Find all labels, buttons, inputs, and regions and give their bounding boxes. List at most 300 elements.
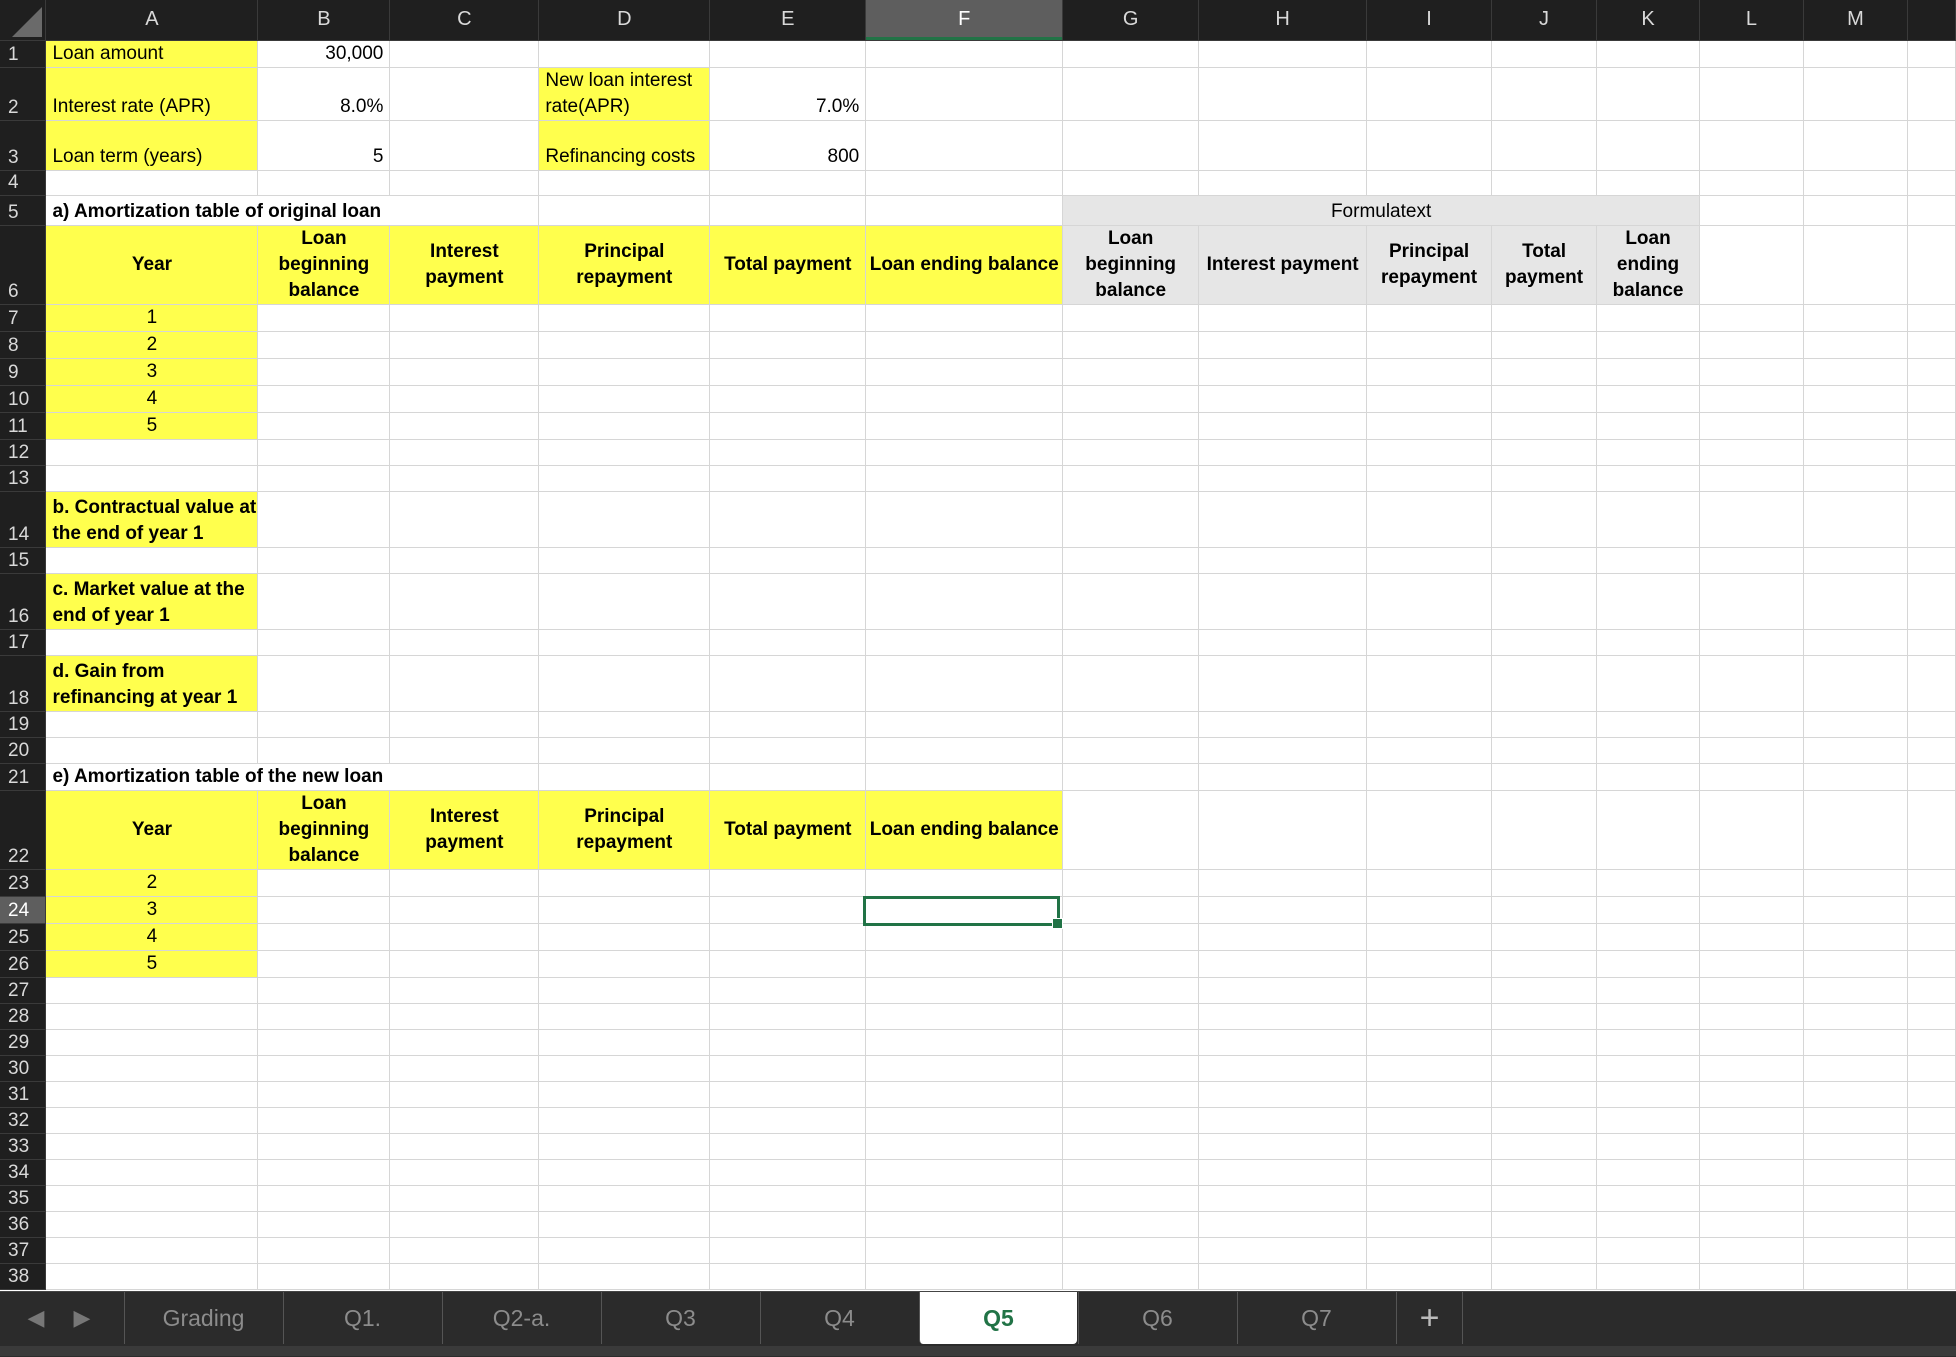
cell-l28[interactable] (1700, 1003, 1804, 1029)
cell-_22[interactable] (1907, 790, 1955, 869)
cell-h15[interactable] (1199, 547, 1367, 573)
cell-a1[interactable]: Loan amount (46, 40, 258, 67)
cell-k35[interactable] (1597, 1185, 1700, 1211)
cell-l31[interactable] (1700, 1081, 1804, 1107)
cell-e23[interactable] (710, 869, 866, 896)
cell-k28[interactable] (1597, 1003, 1700, 1029)
cell-a7[interactable]: 1 (46, 304, 258, 331)
cell-f38[interactable] (866, 1263, 1063, 1289)
cell-h28[interactable] (1199, 1003, 1367, 1029)
cell-e32[interactable] (710, 1107, 866, 1133)
cell-h30[interactable] (1199, 1055, 1367, 1081)
cell-b26[interactable] (258, 950, 390, 977)
cell-c36[interactable] (390, 1211, 539, 1237)
cell-d7[interactable] (539, 304, 710, 331)
cell-g10[interactable] (1063, 385, 1199, 412)
cell-m37[interactable] (1803, 1237, 1907, 1263)
cell-i6[interactable]: Principal repayment (1367, 225, 1492, 304)
cell-g34[interactable] (1063, 1159, 1199, 1185)
cell-k34[interactable] (1597, 1159, 1700, 1185)
cell-h11[interactable] (1199, 412, 1367, 439)
cell-m7[interactable] (1803, 304, 1907, 331)
cell-_37[interactable] (1907, 1237, 1955, 1263)
cell-g23[interactable] (1063, 869, 1199, 896)
row-header-24[interactable]: 24 (0, 896, 46, 923)
cell-d3[interactable]: Refinancing costs (539, 120, 710, 170)
cell-g5[interactable]: Formulatext (1063, 195, 1700, 225)
cell-j37[interactable] (1492, 1237, 1597, 1263)
row-header-5[interactable]: 5 (0, 195, 46, 225)
cell-g35[interactable] (1063, 1185, 1199, 1211)
row-header-10[interactable]: 10 (0, 385, 46, 412)
cell-d20[interactable] (539, 737, 710, 763)
cell-_31[interactable] (1907, 1081, 1955, 1107)
row-header-30[interactable]: 30 (0, 1055, 46, 1081)
row-header-12[interactable]: 12 (0, 439, 46, 465)
cell-k23[interactable] (1597, 869, 1700, 896)
cell-l16[interactable] (1700, 573, 1804, 629)
cell-i10[interactable] (1367, 385, 1492, 412)
cell-c2[interactable] (390, 67, 539, 120)
cell-g31[interactable] (1063, 1081, 1199, 1107)
cell-c13[interactable] (390, 465, 539, 491)
cell-a38[interactable] (46, 1263, 258, 1289)
cell-h29[interactable] (1199, 1029, 1367, 1055)
cell-j20[interactable] (1492, 737, 1597, 763)
column-header-f[interactable]: F (866, 0, 1063, 40)
cell-h24[interactable] (1199, 896, 1367, 923)
cell-k8[interactable] (1597, 331, 1700, 358)
cell-j12[interactable] (1492, 439, 1597, 465)
sheet-tab-q5[interactable]: Q5 (919, 1292, 1077, 1344)
cell-d13[interactable] (539, 465, 710, 491)
cell-_35[interactable] (1907, 1185, 1955, 1211)
cell-c22[interactable]: Interest payment (390, 790, 539, 869)
cell-g28[interactable] (1063, 1003, 1199, 1029)
cell-e26[interactable] (710, 950, 866, 977)
cell-e21[interactable] (710, 763, 866, 790)
cell-j24[interactable] (1492, 896, 1597, 923)
cell-a32[interactable] (46, 1107, 258, 1133)
cell-f10[interactable] (866, 385, 1063, 412)
cell-k22[interactable] (1597, 790, 1700, 869)
cell-c29[interactable] (390, 1029, 539, 1055)
cell-a36[interactable] (46, 1211, 258, 1237)
cell-d28[interactable] (539, 1003, 710, 1029)
cell-e27[interactable] (710, 977, 866, 1003)
cell-d8[interactable] (539, 331, 710, 358)
cell-a10[interactable]: 4 (46, 385, 258, 412)
cell-j10[interactable] (1492, 385, 1597, 412)
cell-f31[interactable] (866, 1081, 1063, 1107)
cell-i17[interactable] (1367, 629, 1492, 655)
cell-f20[interactable] (866, 737, 1063, 763)
cell-f4[interactable] (866, 170, 1063, 195)
cell-a37[interactable] (46, 1237, 258, 1263)
cell-k21[interactable] (1597, 763, 1700, 790)
cell-m13[interactable] (1803, 465, 1907, 491)
cell-i26[interactable] (1367, 950, 1492, 977)
cell-k7[interactable] (1597, 304, 1700, 331)
cell-f36[interactable] (866, 1211, 1063, 1237)
cell-e1[interactable] (710, 40, 866, 67)
cell-j21[interactable] (1492, 763, 1597, 790)
cell-j35[interactable] (1492, 1185, 1597, 1211)
cell-e14[interactable] (710, 491, 866, 547)
cell-m23[interactable] (1803, 869, 1907, 896)
cell-b16[interactable] (258, 573, 390, 629)
cell-g18[interactable] (1063, 655, 1199, 711)
cell-m31[interactable] (1803, 1081, 1907, 1107)
cell-b11[interactable] (258, 412, 390, 439)
cell-f16[interactable] (866, 573, 1063, 629)
cell-k38[interactable] (1597, 1263, 1700, 1289)
cell-f35[interactable] (866, 1185, 1063, 1211)
cell-l35[interactable] (1700, 1185, 1804, 1211)
cell-a20[interactable] (46, 737, 258, 763)
cell-h26[interactable] (1199, 950, 1367, 977)
cell-f24[interactable] (866, 896, 1063, 923)
cell-b34[interactable] (258, 1159, 390, 1185)
cell-k32[interactable] (1597, 1107, 1700, 1133)
cell-b29[interactable] (258, 1029, 390, 1055)
cell-_2[interactable] (1907, 67, 1955, 120)
cell-i24[interactable] (1367, 896, 1492, 923)
cell-g27[interactable] (1063, 977, 1199, 1003)
cell-c7[interactable] (390, 304, 539, 331)
cell-j30[interactable] (1492, 1055, 1597, 1081)
cell-e5[interactable] (710, 195, 866, 225)
cell-m24[interactable] (1803, 896, 1907, 923)
cell-g2[interactable] (1063, 67, 1199, 120)
cell-f30[interactable] (866, 1055, 1063, 1081)
cell-b38[interactable] (258, 1263, 390, 1289)
cell-k18[interactable] (1597, 655, 1700, 711)
cell-h16[interactable] (1199, 573, 1367, 629)
row-header-32[interactable]: 32 (0, 1107, 46, 1133)
cell-c35[interactable] (390, 1185, 539, 1211)
cell-m29[interactable] (1803, 1029, 1907, 1055)
cell-i15[interactable] (1367, 547, 1492, 573)
cell-b33[interactable] (258, 1133, 390, 1159)
cell-h9[interactable] (1199, 358, 1367, 385)
cell-g13[interactable] (1063, 465, 1199, 491)
cell-g22[interactable] (1063, 790, 1199, 869)
cell-_17[interactable] (1907, 629, 1955, 655)
cell-_20[interactable] (1907, 737, 1955, 763)
cell-j6[interactable]: Total payment (1492, 225, 1597, 304)
cell-h18[interactable] (1199, 655, 1367, 711)
cell-m2[interactable] (1803, 67, 1907, 120)
row-header-11[interactable]: 11 (0, 412, 46, 439)
cell-b14[interactable] (258, 491, 390, 547)
row-header-21[interactable]: 21 (0, 763, 46, 790)
cell-k24[interactable] (1597, 896, 1700, 923)
cell-_27[interactable] (1907, 977, 1955, 1003)
cell-h22[interactable] (1199, 790, 1367, 869)
cell-j32[interactable] (1492, 1107, 1597, 1133)
cell-g20[interactable] (1063, 737, 1199, 763)
cell-l6[interactable] (1700, 225, 1804, 304)
cell-j2[interactable] (1492, 67, 1597, 120)
cell-g4[interactable] (1063, 170, 1199, 195)
cell-k30[interactable] (1597, 1055, 1700, 1081)
cell-k20[interactable] (1597, 737, 1700, 763)
cell-m12[interactable] (1803, 439, 1907, 465)
cell-c12[interactable] (390, 439, 539, 465)
cell-b28[interactable] (258, 1003, 390, 1029)
cell-c16[interactable] (390, 573, 539, 629)
cell-g8[interactable] (1063, 331, 1199, 358)
cell-_11[interactable] (1907, 412, 1955, 439)
cell-f22[interactable]: Loan ending balance (866, 790, 1063, 869)
row-header-17[interactable]: 17 (0, 629, 46, 655)
cell-a14[interactable]: b. Contractual value at the end of year 1 (46, 491, 258, 547)
cell-j38[interactable] (1492, 1263, 1597, 1289)
row-header-16[interactable]: 16 (0, 573, 46, 629)
cell-c26[interactable] (390, 950, 539, 977)
row-header-38[interactable]: 38 (0, 1263, 46, 1289)
cell-_32[interactable] (1907, 1107, 1955, 1133)
row-header-22[interactable]: 22 (0, 790, 46, 869)
cell-d2[interactable]: New loan interest rate(APR) (539, 67, 710, 120)
cell-h1[interactable] (1199, 40, 1367, 67)
sheet-tab-q2-a[interactable]: Q2-a. (442, 1292, 600, 1344)
cell-g12[interactable] (1063, 439, 1199, 465)
cell-b31[interactable] (258, 1081, 390, 1107)
cell-_18[interactable] (1907, 655, 1955, 711)
row-header-6[interactable]: 6 (0, 225, 46, 304)
cell-l18[interactable] (1700, 655, 1804, 711)
cell-m28[interactable] (1803, 1003, 1907, 1029)
prev-sheet-arrow-icon[interactable]: ◀ (27, 1305, 45, 1330)
cell-e9[interactable] (710, 358, 866, 385)
cell-k16[interactable] (1597, 573, 1700, 629)
cell-a15[interactable] (46, 547, 258, 573)
cell-f11[interactable] (866, 412, 1063, 439)
cell-h6[interactable]: Interest payment (1199, 225, 1367, 304)
cell-d16[interactable] (539, 573, 710, 629)
cell-j7[interactable] (1492, 304, 1597, 331)
cell-f14[interactable] (866, 491, 1063, 547)
cell-e11[interactable] (710, 412, 866, 439)
cell-g30[interactable] (1063, 1055, 1199, 1081)
cell-j18[interactable] (1492, 655, 1597, 711)
cell-k12[interactable] (1597, 439, 1700, 465)
cell-e7[interactable] (710, 304, 866, 331)
cell-l22[interactable] (1700, 790, 1804, 869)
cell-i36[interactable] (1367, 1211, 1492, 1237)
row-header-20[interactable]: 20 (0, 737, 46, 763)
cell-a35[interactable] (46, 1185, 258, 1211)
row-header-31[interactable]: 31 (0, 1081, 46, 1107)
cell-b32[interactable] (258, 1107, 390, 1133)
cell-c15[interactable] (390, 547, 539, 573)
cell-e24[interactable] (710, 896, 866, 923)
column-header-overflow[interactable] (1907, 0, 1955, 40)
cell-l29[interactable] (1700, 1029, 1804, 1055)
cell-b4[interactable] (258, 170, 390, 195)
cell-k3[interactable] (1597, 120, 1700, 170)
cell-a28[interactable] (46, 1003, 258, 1029)
cell-_23[interactable] (1907, 869, 1955, 896)
cell-b37[interactable] (258, 1237, 390, 1263)
cell-e8[interactable] (710, 331, 866, 358)
cell-l14[interactable] (1700, 491, 1804, 547)
cell-d24[interactable] (539, 896, 710, 923)
cell-c17[interactable] (390, 629, 539, 655)
cell-m11[interactable] (1803, 412, 1907, 439)
cell-m17[interactable] (1803, 629, 1907, 655)
cell-d1[interactable] (539, 40, 710, 67)
cell-_14[interactable] (1907, 491, 1955, 547)
cell-f32[interactable] (866, 1107, 1063, 1133)
cell-l7[interactable] (1700, 304, 1804, 331)
cell-i2[interactable] (1367, 67, 1492, 120)
cell-c11[interactable] (390, 412, 539, 439)
cell-e17[interactable] (710, 629, 866, 655)
cell-j13[interactable] (1492, 465, 1597, 491)
cell-i37[interactable] (1367, 1237, 1492, 1263)
cell-g37[interactable] (1063, 1237, 1199, 1263)
cell-d34[interactable] (539, 1159, 710, 1185)
cell-h37[interactable] (1199, 1237, 1367, 1263)
cell-l25[interactable] (1700, 923, 1804, 950)
cell-k15[interactable] (1597, 547, 1700, 573)
cell-l8[interactable] (1700, 331, 1804, 358)
cell-m10[interactable] (1803, 385, 1907, 412)
cell-b9[interactable] (258, 358, 390, 385)
cell-a4[interactable] (46, 170, 258, 195)
cell-_6[interactable] (1907, 225, 1955, 304)
cell-l33[interactable] (1700, 1133, 1804, 1159)
cell-c28[interactable] (390, 1003, 539, 1029)
cell-c37[interactable] (390, 1237, 539, 1263)
cell-_19[interactable] (1907, 711, 1955, 737)
cell-j3[interactable] (1492, 120, 1597, 170)
cell-m21[interactable] (1803, 763, 1907, 790)
cell-m25[interactable] (1803, 923, 1907, 950)
cell-_24[interactable] (1907, 896, 1955, 923)
cell-l36[interactable] (1700, 1211, 1804, 1237)
cell-j1[interactable] (1492, 40, 1597, 67)
cell-i28[interactable] (1367, 1003, 1492, 1029)
cell-a30[interactable] (46, 1055, 258, 1081)
cell-m9[interactable] (1803, 358, 1907, 385)
cell-j15[interactable] (1492, 547, 1597, 573)
cell-e2[interactable]: 7.0% (710, 67, 866, 120)
column-header-h[interactable]: H (1199, 0, 1367, 40)
cell-b27[interactable] (258, 977, 390, 1003)
cell-i30[interactable] (1367, 1055, 1492, 1081)
cell-b10[interactable] (258, 385, 390, 412)
cell-j26[interactable] (1492, 950, 1597, 977)
cell-l23[interactable] (1700, 869, 1804, 896)
sheet-tab-q1[interactable]: Q1. (283, 1292, 441, 1344)
cell-k19[interactable] (1597, 711, 1700, 737)
cell-f25[interactable] (866, 923, 1063, 950)
cell-a19[interactable] (46, 711, 258, 737)
cell-l11[interactable] (1700, 412, 1804, 439)
cell-b17[interactable] (258, 629, 390, 655)
cell-k9[interactable] (1597, 358, 1700, 385)
cell-d14[interactable] (539, 491, 710, 547)
cell-k6[interactable]: Loan ending balance (1597, 225, 1700, 304)
cell-k36[interactable] (1597, 1211, 1700, 1237)
cell-d36[interactable] (539, 1211, 710, 1237)
cell-e12[interactable] (710, 439, 866, 465)
cell-l21[interactable] (1700, 763, 1804, 790)
cell-g1[interactable] (1063, 40, 1199, 67)
column-header-j[interactable]: J (1492, 0, 1597, 40)
cell-a3[interactable]: Loan term (years) (46, 120, 258, 170)
cell-f9[interactable] (866, 358, 1063, 385)
cell-h36[interactable] (1199, 1211, 1367, 1237)
cell-m1[interactable] (1803, 40, 1907, 67)
cell-f15[interactable] (866, 547, 1063, 573)
cell-f1[interactable] (866, 40, 1063, 67)
add-sheet-icon[interactable]: + (1396, 1292, 1462, 1344)
row-header-27[interactable]: 27 (0, 977, 46, 1003)
cell-g33[interactable] (1063, 1133, 1199, 1159)
cell-f27[interactable] (866, 977, 1063, 1003)
cell-b36[interactable] (258, 1211, 390, 1237)
cell-l37[interactable] (1700, 1237, 1804, 1263)
cell-d38[interactable] (539, 1263, 710, 1289)
cell-e22[interactable]: Total payment (710, 790, 866, 869)
cell-g17[interactable] (1063, 629, 1199, 655)
cell-m34[interactable] (1803, 1159, 1907, 1185)
cell-f18[interactable] (866, 655, 1063, 711)
cell-d32[interactable] (539, 1107, 710, 1133)
cell-e19[interactable] (710, 711, 866, 737)
cell-b7[interactable] (258, 304, 390, 331)
cell-a34[interactable] (46, 1159, 258, 1185)
cell-c30[interactable] (390, 1055, 539, 1081)
cell-h8[interactable] (1199, 331, 1367, 358)
cell-_13[interactable] (1907, 465, 1955, 491)
cell-a16[interactable]: c. Market value at the end of year 1 (46, 573, 258, 629)
cell-l26[interactable] (1700, 950, 1804, 977)
cell-b18[interactable] (258, 655, 390, 711)
cell-f13[interactable] (866, 465, 1063, 491)
cell-k2[interactable] (1597, 67, 1700, 120)
cell-m32[interactable] (1803, 1107, 1907, 1133)
cell-f33[interactable] (866, 1133, 1063, 1159)
cell-e30[interactable] (710, 1055, 866, 1081)
cell-g15[interactable] (1063, 547, 1199, 573)
column-header-m[interactable]: M (1803, 0, 1907, 40)
cell-i11[interactable] (1367, 412, 1492, 439)
sheet-tab-q7[interactable]: Q7 (1237, 1292, 1395, 1344)
cell-j22[interactable] (1492, 790, 1597, 869)
cell-_21[interactable] (1907, 763, 1955, 790)
cell-f37[interactable] (866, 1237, 1063, 1263)
cell-_36[interactable] (1907, 1211, 1955, 1237)
cell-j33[interactable] (1492, 1133, 1597, 1159)
cell-a9[interactable]: 3 (46, 358, 258, 385)
cell-b19[interactable] (258, 711, 390, 737)
cell-j36[interactable] (1492, 1211, 1597, 1237)
cell-c38[interactable] (390, 1263, 539, 1289)
cell-g14[interactable] (1063, 491, 1199, 547)
cell-l24[interactable] (1700, 896, 1804, 923)
cell-j25[interactable] (1492, 923, 1597, 950)
cell-i38[interactable] (1367, 1263, 1492, 1289)
cell-j28[interactable] (1492, 1003, 1597, 1029)
cell-k31[interactable] (1597, 1081, 1700, 1107)
cell-b1[interactable]: 30,000 (258, 40, 390, 67)
